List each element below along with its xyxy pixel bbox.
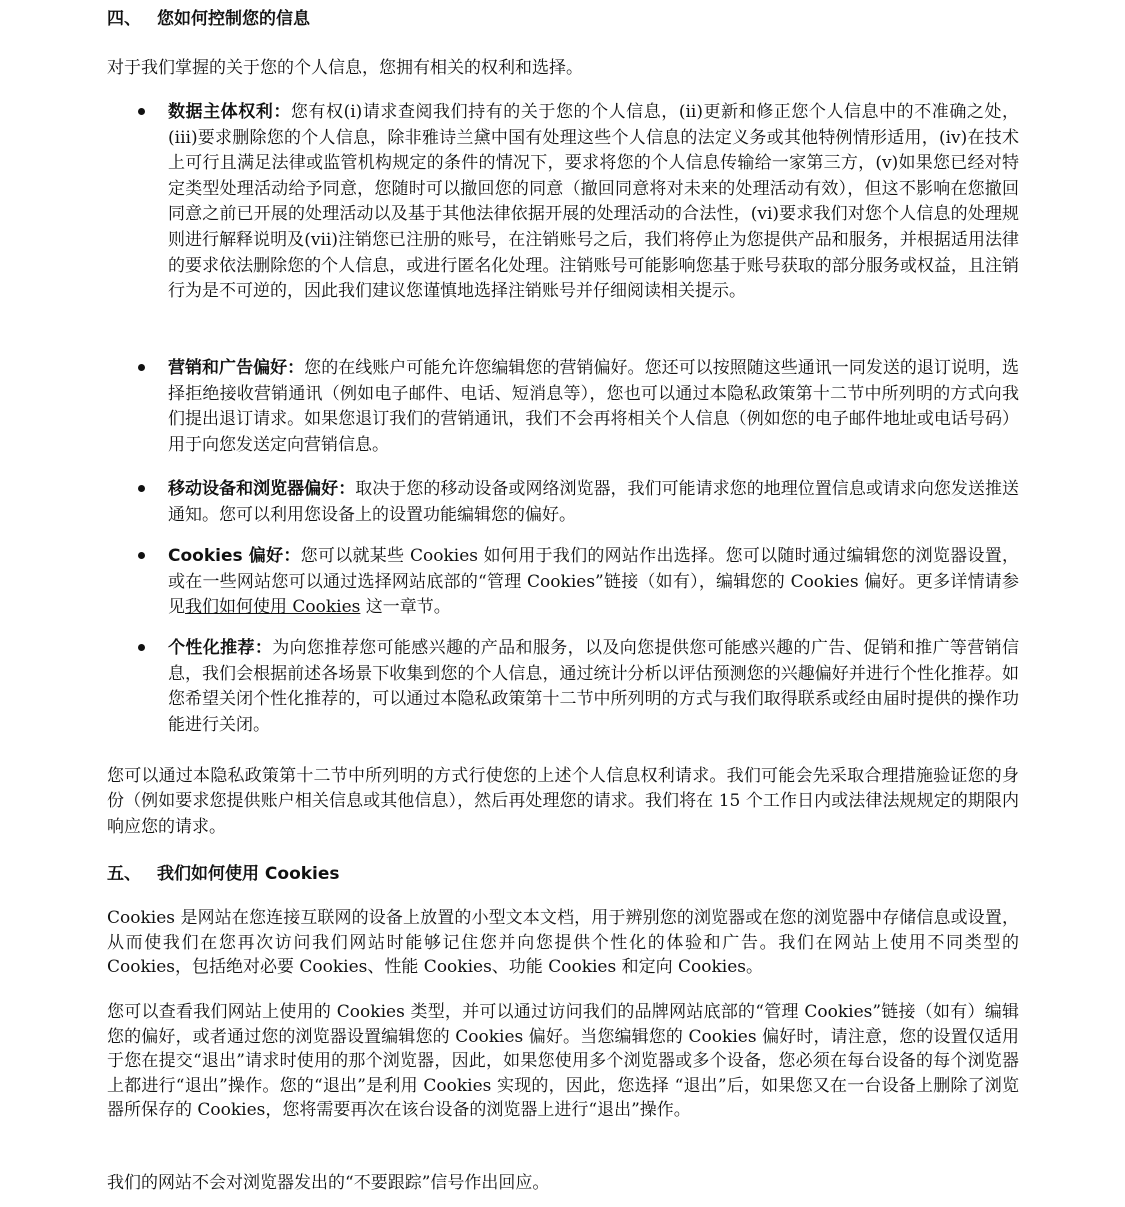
bullet-term: Cookies 偏好： (168, 546, 301, 566)
section-5-para-1: Cookies 是网站在您连接互联网的设备上放置的小型文本文档，用于辨别您的浏览器或在您的浏览器中存储信息或设置，从而使我们在您再次访问我们网站时能够记住您并向您提供个性化的体验和广告。我们在网站上使用不同类型的 Cookies，包括绝对必要 Cookies、性能 Cookies、功能 Cookies 和定向 Cookies。 (107, 908, 1019, 978)
bullet-icon (138, 108, 145, 115)
bullet-icon (138, 485, 145, 492)
bullet-cookies-preferences (168, 544, 1019, 621)
section-4-intro: 对于我们掌握的关于您的个人信息，您拥有相关的权利和选择。 (107, 58, 583, 78)
bullet-term: 营销和广告偏好： (168, 358, 305, 378)
bullet-personalized-recommendations (168, 636, 1019, 738)
cookies-section-link[interactable]: 我们如何使用 Cookies (185, 597, 361, 618)
section-5-heading (107, 862, 340, 886)
bullet-text: 您可以就某些 Cookies 如何用于我们的网站作出选择。您可以随时通过编辑您的浏览器设置，或在一些网站您可以通过选择网站底部的“管理 Cookies”链接（如有），编辑您的 Cookies 偏好。更多详情请参见 (168, 546, 1019, 618)
bullet-device-browser-preferences (168, 477, 1019, 528)
section-4-title: 您如何控制您的信息 (157, 9, 310, 29)
section-4-number: 四、 (107, 9, 141, 29)
bullet-icon (138, 364, 145, 371)
bullet-text: 为向您推荐您可能感兴趣的产品和服务，以及向您提供您可能感兴趣的广告、促销和推广等营销信息，我们会根据前述各场景下收集到您的个人信息，通过统计分析以评估预测您的兴趣偏好并进行个性化推荐。如您希望关闭个性化推荐的，可以通过本隐私政策第十二节中所列明的方式与我们取得联系或经由届时提供的操作功能进行关闭。 (168, 638, 1019, 735)
bullet-text: 您的在线账户可能允许您编辑您的营销偏好。您还可以按照随这些通讯一同发送的退订说明，选择拒绝接收营销通讯（例如电子邮件、电话、短消息等），您也可以通过本隐私政策第十二节中所列明的方式向我们提出退订请求。如果您退订我们的营销通讯，我们不会再将相关个人信息（例如您的电子邮件地址或电话号码）用于向您发送定向营销信息。 (168, 358, 1020, 455)
bullet-text: 您有权(i)请求查阅我们持有的关于您的个人信息，(ii)更新和修正您个人信息中的不准确之处，(iii)要求删除您的个人信息，除非雅诗兰黛中国有处理这些个人信息的法定义务或其他特例情形适用，(iv)在技术上可行且满足法律或监管机构规定的条件的情况下，要求将您的个人信息传输给一家第三方，(v)如果您已经对特定类型处理活动给予同意，您随时可以撤回您的同意（撤回同意将对未来的处理活动有效），但这不影响在您撤回同意之前已开展的处理活动以及基于其他法律依据开展的处理活动的合法性，(vi)要求我们对您个人信息的处理规则进行解释说明及(vii)注销您已注册的账号，在注销账号之后，我们将停止为您提供产品和服务，并根据适用法律的要求依法删除您的个人信息，或进行匿名化处理。注销账号可能影响您基于账号获取的部分服务或权益，且注销行为是不可逆的，因此我们建议您谨慎地选择注销账号并仔细阅读相关提示。 (168, 102, 1020, 302)
bullet-term: 个性化推荐： (168, 638, 273, 658)
bullet-text-after: 这一章节。 (360, 597, 451, 618)
section-4-closing: 您可以通过本隐私政策第十二节中所列明的方式行使您的上述个人信息权利请求。我们可能会先采取合理措施验证您的身份（例如要求您提供账户相关信息或其他信息），然后再处理您的请求。我们将在 15 个工作日内或法律法规规定的期限内响应您的请求。 (107, 766, 1019, 837)
bullet-term: 数据主体权利： (168, 102, 291, 122)
bullet-icon (138, 552, 145, 559)
section-5-para-2: 您可以查看我们网站上使用的 Cookies 类型，并可以通过访问我们的品牌网站底部的“管理 Cookies”链接（如有）编辑您的偏好，或者通过您的浏览器设置编辑您的 Cookies 偏好。当您编辑您的 Cookies 偏好时，请注意，您的设置仅适用于您在提交“退出”请求时使用的那个浏览器，因此，如果您使用多个浏览器或多个设备，您必须在每台设备的每个浏览器上都进行“退出”操作。您的“退出”是利用 Cookies 实现的，因此，您选择 “退出”后，如果您又在一台设备上删除了浏览器所保存的 Cookies，您将需要再次在该台设备的浏览器上进行“退出”操作。 (107, 1002, 1019, 1121)
section-5-title: 我们如何使用 Cookies (157, 864, 340, 884)
section-5-number: 五、 (107, 864, 141, 884)
section-4-heading (107, 7, 310, 31)
bullet-text: 取决于您的移动设备或网络浏览器，我们可能请求您的地理位置信息或请求向您发送推送通知。您可以利用您设备上的设置功能编辑您的偏好。 (168, 479, 1020, 525)
section-5-para-3: 我们的网站不会对浏览器发出的“不要跟踪”信号作出回应。 (107, 1173, 550, 1193)
bullet-term: 移动设备和浏览器偏好： (168, 479, 356, 499)
bullet-marketing-preferences (168, 356, 1019, 458)
bullet-data-subject-rights (168, 100, 1019, 305)
bullet-icon (138, 644, 145, 651)
